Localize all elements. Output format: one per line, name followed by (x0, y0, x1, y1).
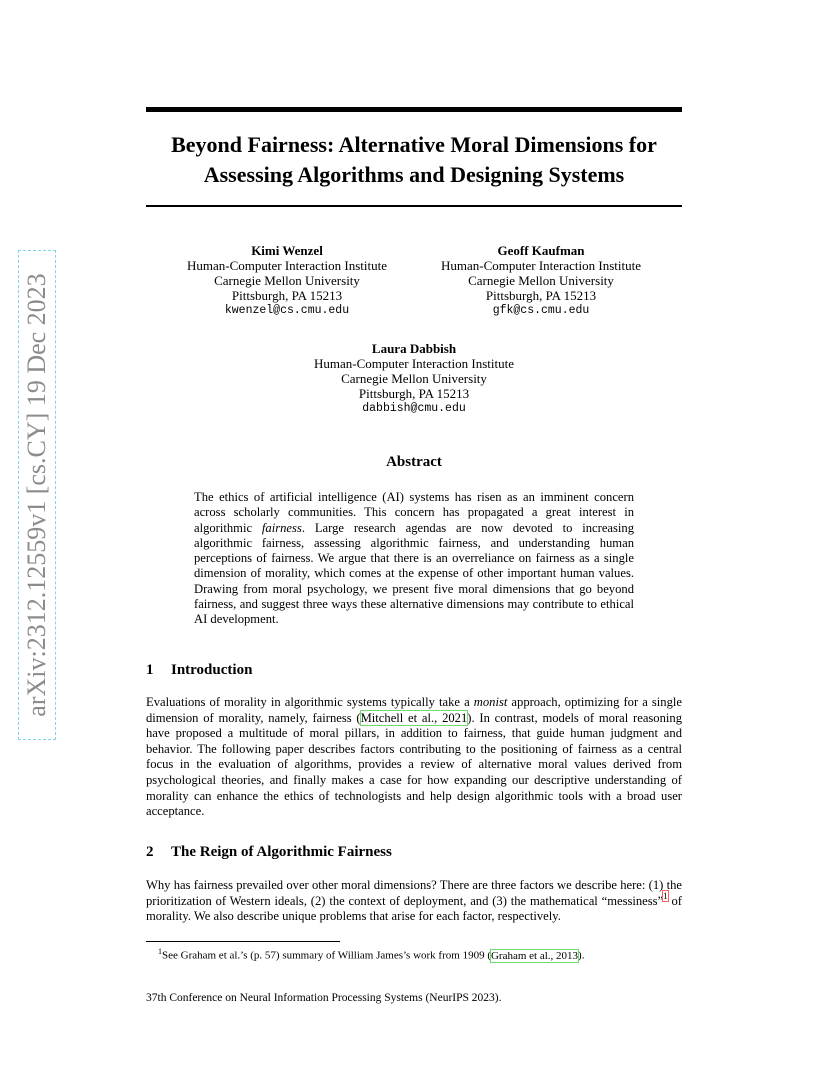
author-location: Pittsburgh, PA 15213 (485, 288, 597, 303)
conference-note: 37th Conference on Neural Information Processing Systems (NeurIPS 2023). (146, 992, 502, 1004)
section-title: The Reign of Algorithmic Fairness (171, 844, 392, 860)
paragraph-emphasis: monist (473, 695, 508, 709)
section-heading-reign-of-fairness (146, 843, 682, 861)
abstract-text-part: The ethics of artificial intelligence (AI) systems has risen as an imminent concern across scholarly communities. This concern has propagated a great interest in algorithmic (194, 490, 634, 535)
author-institute: Human-Computer Interaction Institute (313, 356, 514, 371)
author-institute: Human-Computer Interaction Institute (186, 258, 387, 273)
citation-link[interactable]: Graham et al., 2013 (490, 949, 579, 962)
author-name: Laura Dabbish (371, 341, 457, 356)
author-email[interactable]: gfk@cs.cmu.edu (492, 304, 590, 317)
footnote-mark: 1 (158, 947, 162, 956)
author-location: Pittsburgh, PA 15213 (231, 288, 343, 303)
abstract-heading: Abstract (386, 454, 442, 470)
paragraph-text: approach, optimizing for a single dimension of morality, namely, fairness ( (146, 695, 682, 725)
paragraph-text: Why has fairness prevailed over other moral dimensions? There are three factors we describe here: (1) the prioritization of Western ideals, (2) the context of deployment, and (3) the mathematical “messiness” (146, 878, 682, 908)
author-location: Pittsburgh, PA 15213 (358, 386, 470, 401)
author-university: Carnegie Mellon University (468, 273, 614, 288)
footnote-link[interactable]: 1 (663, 891, 668, 902)
footnote (158, 945, 678, 963)
paper-title: Beyond Fairness: Alternative Moral Dimensions for Assessing Algorithms and Designing Systems (171, 132, 657, 187)
reign-paragraph (146, 878, 682, 925)
paragraph-text: Evaluations of morality in algorithmic systems typically take a (146, 695, 474, 709)
arxiv-side-stamp (18, 250, 56, 740)
author-institute: Human-Computer Interaction Institute (440, 258, 641, 273)
arxiv-identifier[interactable]: arXiv:2312.12559v1 [cs.CY] 19 Dec 2023 (18, 250, 56, 740)
abstract-emphasis: fairness (261, 520, 302, 535)
author-name: Geoff Kaufman (497, 243, 585, 258)
footnote-rule (146, 941, 340, 942)
author-block (299, 341, 529, 416)
citation-link[interactable]: Mitchell et al., 2021 (360, 710, 468, 725)
paragraph-text: of morality. We also describe unique problems that arise for each factor, respectively. (146, 893, 682, 924)
section-number: 2 (146, 844, 154, 860)
introduction-paragraph (146, 695, 682, 820)
author-name: Kimi Wenzel (251, 243, 323, 258)
title-bottom-rule (146, 205, 682, 207)
abstract-text (194, 490, 634, 628)
author-block (426, 243, 656, 318)
section-number: 1 (146, 662, 154, 678)
author-email[interactable]: dabbish@cmu.edu (362, 402, 466, 415)
section-title: Introduction (171, 662, 253, 678)
abstract-text-part: . Large research agendas are now devoted to increasing algorithmic fairness, assessing algorithmic fairness, and understanding human perceptions of fairness. We argue that there is an overreliance on fairness as a single dimension of morality, which comes at the expense of other important human values. Drawing from moral psychology, we present five moral dimensions that go beyond fairness, and suggest three ways these alternative dimensions may contribute to ethical AI development. (194, 520, 634, 627)
section-heading-introduction (146, 661, 682, 679)
author-email[interactable]: kwenzel@cs.cmu.edu (224, 304, 350, 317)
footnote-text: ). (578, 949, 585, 962)
author-university: Carnegie Mellon University (341, 371, 487, 386)
author-block (172, 243, 402, 318)
title-top-rule (146, 107, 682, 112)
paragraph-text: ). In contrast, models of moral reasoning have proposed a multitude of moral pillars, in addition to fairness, that guide human judgment and behavior. The following paper describes factors contributing to the positioning of fairness as a central focus in the evaluation of algorithms, provides a review of alternative moral values derived from psychological theories, and finally makes a case for how expanding our descriptive understanding of morality can enhance the ethics of technologists and help design algorithmic tools with a broad user acceptance. (146, 710, 682, 819)
author-university: Carnegie Mellon University (214, 273, 360, 288)
footnote-text: See Graham et al.’s (p. 57) summary of William James’s work from 1909 ( (162, 949, 491, 962)
